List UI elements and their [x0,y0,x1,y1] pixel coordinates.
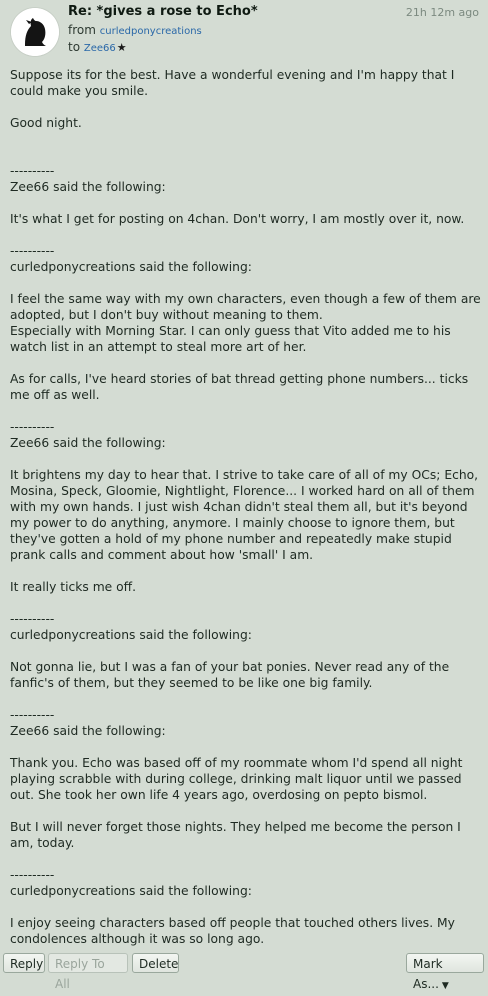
message-line: ---------- [10,244,55,258]
message-line: Zee66 said the following: [10,436,166,450]
message-line [10,227,484,243]
delete-button[interactable]: Delete [132,953,179,973]
message-line [10,899,484,915]
avatar[interactable] [11,8,59,56]
message-line [10,195,484,211]
chevron-down-icon: ▼ [441,981,449,991]
message-line: ---------- [10,612,55,626]
message-line [10,403,484,419]
message-line [10,147,484,163]
message-line: It brightens my day to hear that. I strive to take care of all of my OCs; Echo, Mosina, Speck, Gloomie, Nightlight, Florence... I worked hard on all of them with my own hands. I just wish 4chan didn't steal them all, but it's beyond my power to do anything, anymore. I mainly choose to ignore them, but they've gotten a hold of my phone number and repeatedly make stupid prank calls and comment about how 'small' I am. [10,468,483,562]
message-line: ---------- [10,708,55,722]
message-line: Zee66 said the following: [10,180,166,194]
to-row [68,40,127,54]
message-line: Thank you. Echo was based off of my roommate whom I'd spend all night playing scrabble with during college, drinking malt liquor until we passed out. She took her own life 4 years ago, overdosing on pepto bismol. [10,756,467,802]
message-line [10,275,484,291]
message-line [10,355,484,371]
message-line: curledponycreations said the following: [10,260,252,274]
message-line: curledponycreations said the following: [10,628,252,642]
message-time: 21h 12m ago [405,6,479,19]
message-line: I feel the same way with my own characters, even though a few of them are adopted, but I don't buy without meaning to them. [10,292,485,322]
message-line [10,595,484,611]
message-line [10,691,484,707]
from-row [68,23,202,37]
message-line [10,851,484,867]
mark-as-button[interactable] [406,953,484,991]
message-line [10,451,484,467]
reply-all-button[interactable]: Reply To All [48,953,128,973]
message-header [0,0,488,62]
from-user-link[interactable]: curledponycreations [99,26,202,37]
message-line [10,643,484,659]
to-label: to [68,40,81,54]
message-line: Not gonna lie, but I was a fan of your bat ponies. Never read any of the fanfic's of them, but they seemed to be like one big family. [10,660,454,690]
reply-button[interactable]: Reply [3,953,45,973]
message-line: Good night. [10,116,82,130]
to-user-link[interactable]: Zee66 [83,43,116,54]
message-line [10,99,484,115]
message-line: As for calls, I've heard stories of bat thread getting phone numbers... ticks me off as well. [10,372,473,402]
star-icon: ★ [116,41,127,54]
message-line: ---------- [10,164,55,178]
message-line: But I will never forget those nights. They helped me become the person I am, today. [10,820,465,850]
message-body [10,67,484,947]
message-line: curledponycreations said the following: [10,884,252,898]
message-line: ---------- [10,420,55,434]
message-line [10,803,484,819]
message-line [10,131,484,147]
message-subject: Re: *gives a rose to Echo* [68,4,258,19]
message-line: Suppose its for the best. Have a wonderful evening and I'm happy that I could make you smile. [10,68,459,98]
message-line: Especially with Morning Star. I can only guess that Vito added me to his watch list in an attempt to steal more art of her. [10,324,455,354]
from-label: from [68,23,96,37]
mark-as-label: Mark As... [413,957,443,991]
message-line: It's what I get for posting on 4chan. Don't worry, I am mostly over it, now. [10,212,465,226]
message-line [10,563,484,579]
message-actions [0,948,488,991]
avatar-silhouette-icon [11,8,59,56]
message-line: It really ticks me off. [10,580,137,594]
message-line: ---------- [10,868,55,882]
message-line: Zee66 said the following: [10,724,166,738]
message-line: I enjoy seeing characters based off people that touched others lives. My condolences although it was so long ago. [10,916,459,946]
message-line [10,739,484,755]
